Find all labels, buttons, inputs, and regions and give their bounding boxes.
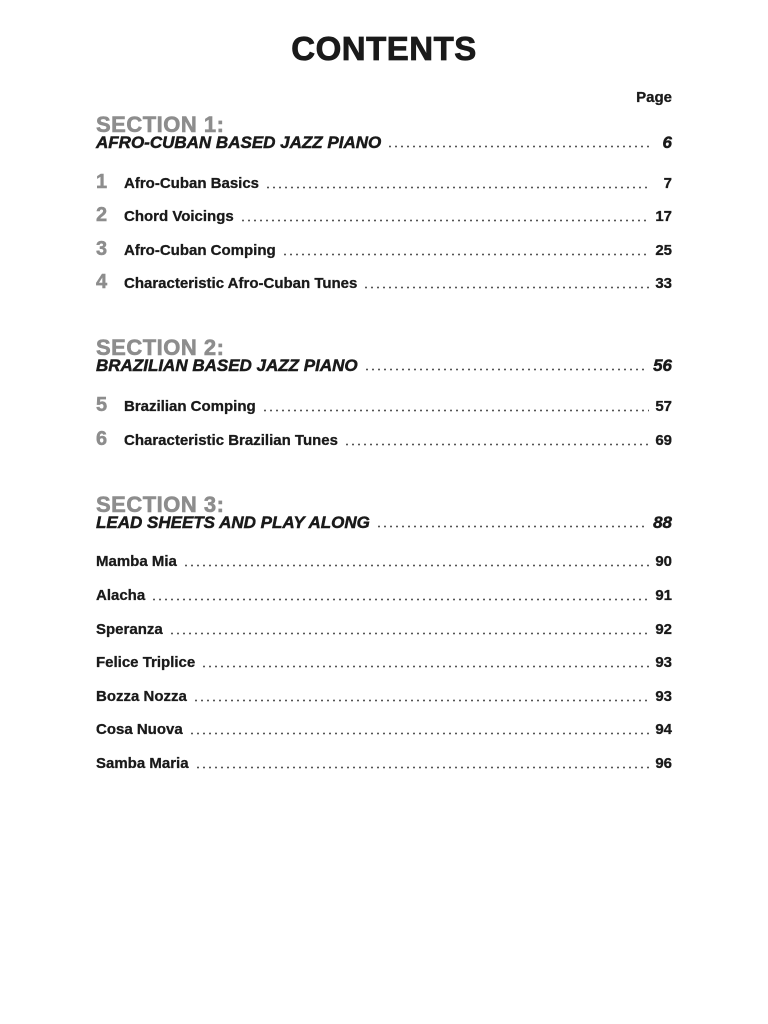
toc-entry[interactable] [96, 687, 672, 707]
toc-entry[interactable] [96, 429, 672, 451]
dot-leader [201, 665, 649, 668]
dot-leader [376, 525, 647, 528]
page-number: 92 [655, 621, 672, 638]
section-title: LEAD SHEETS AND PLAY ALONG [96, 513, 370, 532]
dot-leader [195, 766, 650, 769]
page-number: 90 [655, 553, 672, 570]
section-2-title-row[interactable] [96, 356, 672, 376]
page-number: 7 [663, 175, 672, 192]
chapter-number: 6 [96, 428, 108, 450]
entry-label: Afro-Cuban Comping [124, 242, 276, 259]
entry-label: Cosa Nuova [96, 721, 183, 738]
chapter-number: 2 [96, 204, 108, 226]
dot-leader [193, 699, 649, 702]
dot-leader [169, 632, 650, 635]
chapter-number: 1 [96, 171, 108, 193]
toc-entry[interactable] [96, 552, 672, 572]
page-number: 88 [653, 513, 672, 532]
dot-leader [282, 253, 650, 256]
page-number: 93 [655, 688, 672, 705]
toc-entry[interactable] [96, 205, 672, 227]
section-1-heading: SECTION 1: [96, 112, 225, 137]
dot-leader [183, 564, 649, 567]
toc-entry[interactable] [96, 653, 672, 673]
page-number: 33 [655, 275, 672, 292]
dot-leader [262, 409, 650, 412]
page-number: 56 [653, 356, 672, 375]
page-number: 96 [655, 755, 672, 772]
entry-label: Afro-Cuban Basics [124, 175, 260, 192]
entry-label: Felice Triplice [96, 654, 196, 671]
dot-leader [265, 186, 650, 189]
page-number: 6 [662, 133, 672, 152]
section-title: AFRO-CUBAN BASED JAZZ PIANO [96, 133, 382, 152]
page-number: 93 [655, 654, 672, 671]
page-number: 91 [655, 587, 672, 604]
dot-leader [364, 368, 647, 371]
section-2-heading: SECTION 2: [96, 335, 225, 360]
page-column-label: Page [636, 89, 672, 106]
toc-entry[interactable] [96, 720, 672, 740]
toc-entry[interactable] [96, 239, 672, 261]
dot-leader [151, 598, 649, 601]
chapter-number: 5 [96, 394, 108, 416]
entry-label: Samba Maria [96, 755, 189, 772]
dot-leader [189, 732, 650, 735]
page-number: 94 [655, 721, 672, 738]
toc-entry[interactable] [96, 172, 672, 194]
page-number: 57 [655, 398, 672, 415]
page-number: 25 [655, 242, 672, 259]
page-number: 69 [655, 432, 672, 449]
section-title: BRAZILIAN BASED JAZZ PIANO [96, 356, 358, 375]
toc-entry[interactable] [96, 395, 672, 417]
page-number: 17 [655, 208, 672, 225]
dot-leader [387, 145, 650, 148]
toc-entry[interactable] [96, 620, 672, 640]
section-3-heading: SECTION 3: [96, 492, 225, 517]
dot-leader [344, 443, 649, 446]
toc-entry[interactable] [96, 272, 672, 294]
entry-label: Mamba Mia [96, 553, 177, 570]
chapter-number: 3 [96, 238, 108, 260]
toc-entry[interactable] [96, 754, 672, 774]
chapter-number: 4 [96, 271, 108, 293]
entry-label: Characteristic Afro-Cuban Tunes [124, 275, 358, 292]
dot-leader [240, 219, 650, 222]
entry-label: Chord Voicings [124, 208, 234, 225]
section-3-title-row[interactable] [96, 513, 672, 533]
entry-label: Speranza [96, 621, 163, 638]
page-title: CONTENTS [291, 30, 477, 67]
toc-entry[interactable] [96, 586, 672, 606]
entry-label: Alacha [96, 587, 146, 604]
section-1-title-row[interactable] [96, 133, 672, 153]
entry-label: Characteristic Brazilian Tunes [124, 432, 338, 449]
entry-label: Brazilian Comping [124, 398, 256, 415]
entry-label: Bozza Nozza [96, 688, 187, 705]
dot-leader [363, 286, 649, 289]
